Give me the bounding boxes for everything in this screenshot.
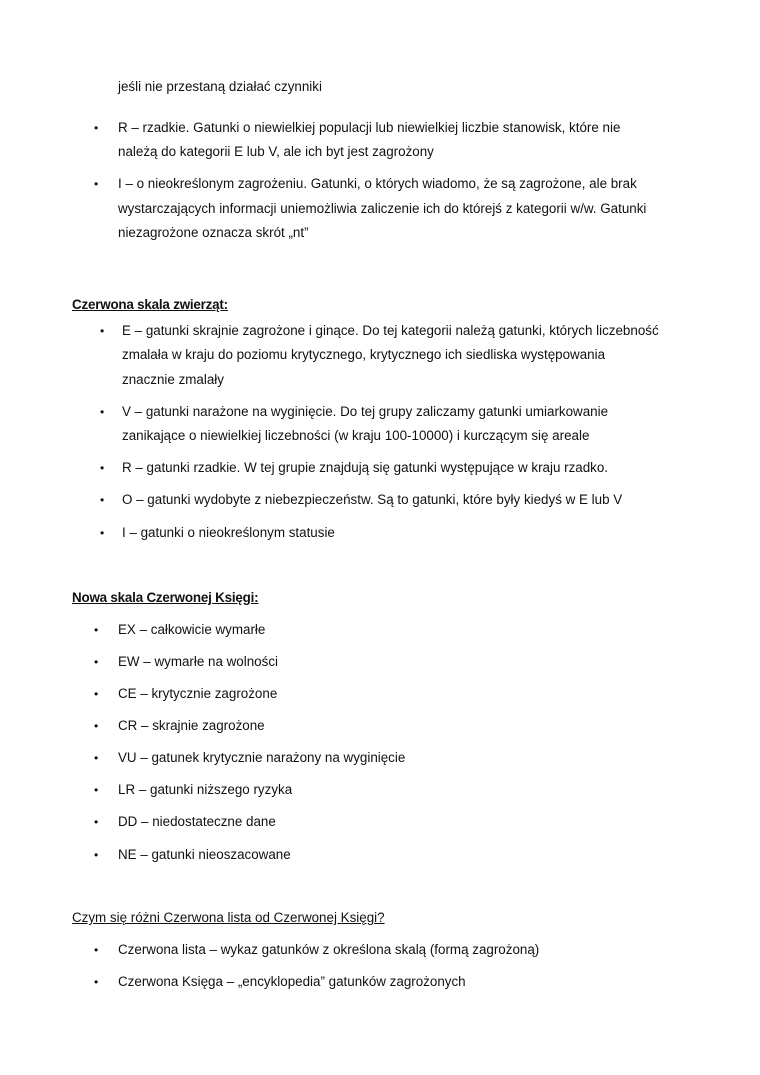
list-item: NE – gatunki nieoszacowane <box>118 847 291 862</box>
list-item: LR – gatunki niższego ryzyka <box>118 782 293 797</box>
list-item: EX – całkowicie wymarłe <box>118 622 266 637</box>
list-item: Czerwona lista – wykaz gatunków z określona skalą (formą zagrożoną) <box>118 942 540 957</box>
bullet-icon: • <box>94 943 99 957</box>
list-item: CE – krytycznie zagrożone <box>118 686 278 701</box>
bullet-icon: • <box>100 493 105 507</box>
list-item-line: I – gatunki o nieokreślonym statusie <box>122 525 335 540</box>
bullet-icon: • <box>100 461 105 475</box>
bullet-icon: • <box>100 405 105 419</box>
bullet-icon: • <box>100 526 105 540</box>
bullet-icon: • <box>94 751 99 765</box>
list-item: Czerwona Księga – „encyklopedia” gatunków zagrożonych <box>118 974 466 989</box>
list-item-line: zanikające o niewielkiej liczebności (w kraju 100-10000) i kurczącym się areale <box>122 428 590 443</box>
list-item-line: I – o nieokreślonym zagrożeniu. Gatunki, o których wiadomo, że są zagrożone, ale brak <box>118 176 637 191</box>
list-item-line: zmalała w kraju do poziomu krytycznego, krytycznego ich siedliska występowania <box>122 347 606 362</box>
bullet-icon: • <box>94 655 99 669</box>
bullet-icon: • <box>94 687 99 701</box>
bullet-icon: • <box>94 975 99 989</box>
list-item-line: niezagrożone oznacza skrót „nt” <box>118 225 309 240</box>
list-item: EW – wymarłe na wolności <box>118 654 278 669</box>
list-item-line: V – gatunki narażone na wyginięcie. Do tej grupy zaliczamy gatunki umiarkowanie <box>122 404 609 419</box>
bullet-icon: • <box>94 815 99 829</box>
list-item-line: E – gatunki skrajnie zagrożone i ginące. Do tej kategorii należą gatunki, których liczebność <box>122 323 659 338</box>
bullet-icon: • <box>94 623 99 637</box>
bullet-icon: • <box>100 324 105 338</box>
list-item: CR – skrajnie zagrożone <box>118 718 265 733</box>
bullet-icon: • <box>94 121 99 135</box>
list-item-line: R – rzadkie. Gatunki o niewielkiej populacji lub niewielkiej liczbie stanowisk, które nie <box>118 120 621 135</box>
list-item: DD – niedostateczne dane <box>118 814 276 829</box>
continuation-text: jeśli nie przestaną działać czynniki <box>118 79 322 94</box>
list-item-line: znacznie zmalały <box>122 372 224 387</box>
bullet-icon: • <box>94 848 99 862</box>
list-item: VU – gatunek krytycznie narażony na wyginięcie <box>118 750 406 765</box>
bullet-icon: • <box>94 783 99 797</box>
bullet-icon: • <box>94 177 99 191</box>
list-item-line: należą do kategorii E lub V, ale ich byt jest zagrożony <box>118 144 434 159</box>
section-heading-new-scale: Nowa skala Czerwonej Księgi: <box>72 590 259 605</box>
section-heading-difference: Czym się różni Czerwona lista od Czerwonej Księgi? <box>72 910 385 925</box>
list-item-line: O – gatunki wydobyte z niebezpieczeństw. Są to gatunki, które były kiedyś w E lub V <box>122 492 623 507</box>
list-item-line: R – gatunki rzadkie. W tej grupie znajdują się gatunki występujące w kraju rzadko. <box>122 460 609 475</box>
section-heading-animals: Czerwona skala zwierząt: <box>72 297 228 312</box>
bullet-icon: • <box>94 719 99 733</box>
list-item-line: wystarczających informacji uniemożliwia zaliczenie ich do którejś z kategorii w/w. Gatunki <box>118 201 647 216</box>
